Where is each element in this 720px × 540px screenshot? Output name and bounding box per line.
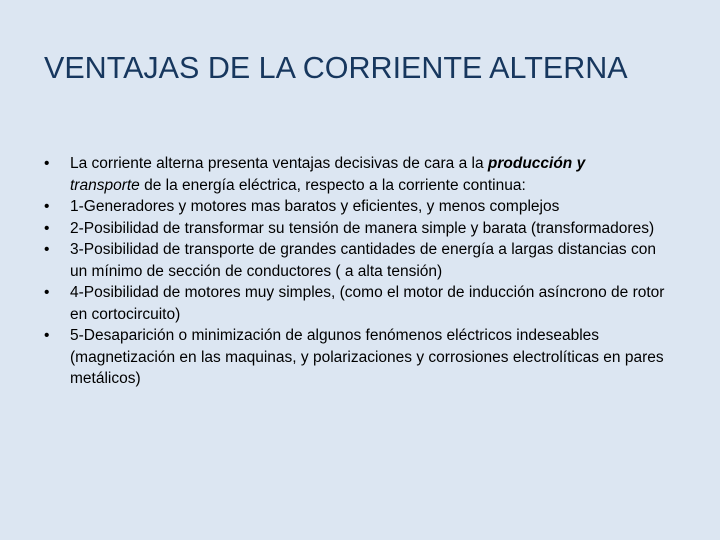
bullet-emphasis: producción y xyxy=(487,155,586,172)
bullet-icon: • xyxy=(44,155,50,172)
bullet-icon: • xyxy=(44,284,50,301)
bullet-text: 5-Desaparición o minimización de algunos fenómenos eléctricos indeseables (magnetización en las maquinas, y polarizaciones y corrosiones electrolíticas en pares metálicos) xyxy=(70,327,664,387)
bullet-text: 2-Posibilidad de transformar su tensión de manera simple y barata (transformadores) xyxy=(70,219,655,237)
bullet-icon: • xyxy=(44,219,50,237)
bullet-text: de la energía eléctrica, respecto a la corriente continua: xyxy=(139,176,526,194)
bullet-item-3 xyxy=(44,239,674,282)
bullet-text: 3-Posibilidad de transporte de grandes cantidades de energía a largas distancias con un mínimo de sección de conductores ( a alta tensión) xyxy=(70,241,656,280)
bullet-text: La corriente alterna presenta ventajas decisivas de cara a la xyxy=(70,155,488,172)
bullet-item-5 xyxy=(44,325,674,390)
bullet-icon: • xyxy=(44,327,50,344)
bullet-item-4 xyxy=(44,282,674,325)
bullet-text: 4-Posibilidad de motores muy simples, (como el motor de inducción asíncrono de rotor en cortocircuito) xyxy=(70,284,665,323)
slide-title: VENTAJAS DE LA CORRIENTE ALTERNA xyxy=(44,51,628,85)
bullet-item-intro xyxy=(44,153,674,196)
bullet-item-2 xyxy=(44,218,674,240)
bullet-item-1 xyxy=(44,196,674,218)
bullet-emphasis: transporte xyxy=(70,176,140,194)
bullet-text: 1-Generadores y motores mas baratos y eficientes, y menos complejos xyxy=(70,198,560,215)
bullet-icon: • xyxy=(44,241,50,258)
bullet-list xyxy=(44,153,674,390)
bullet-icon: • xyxy=(44,198,50,215)
